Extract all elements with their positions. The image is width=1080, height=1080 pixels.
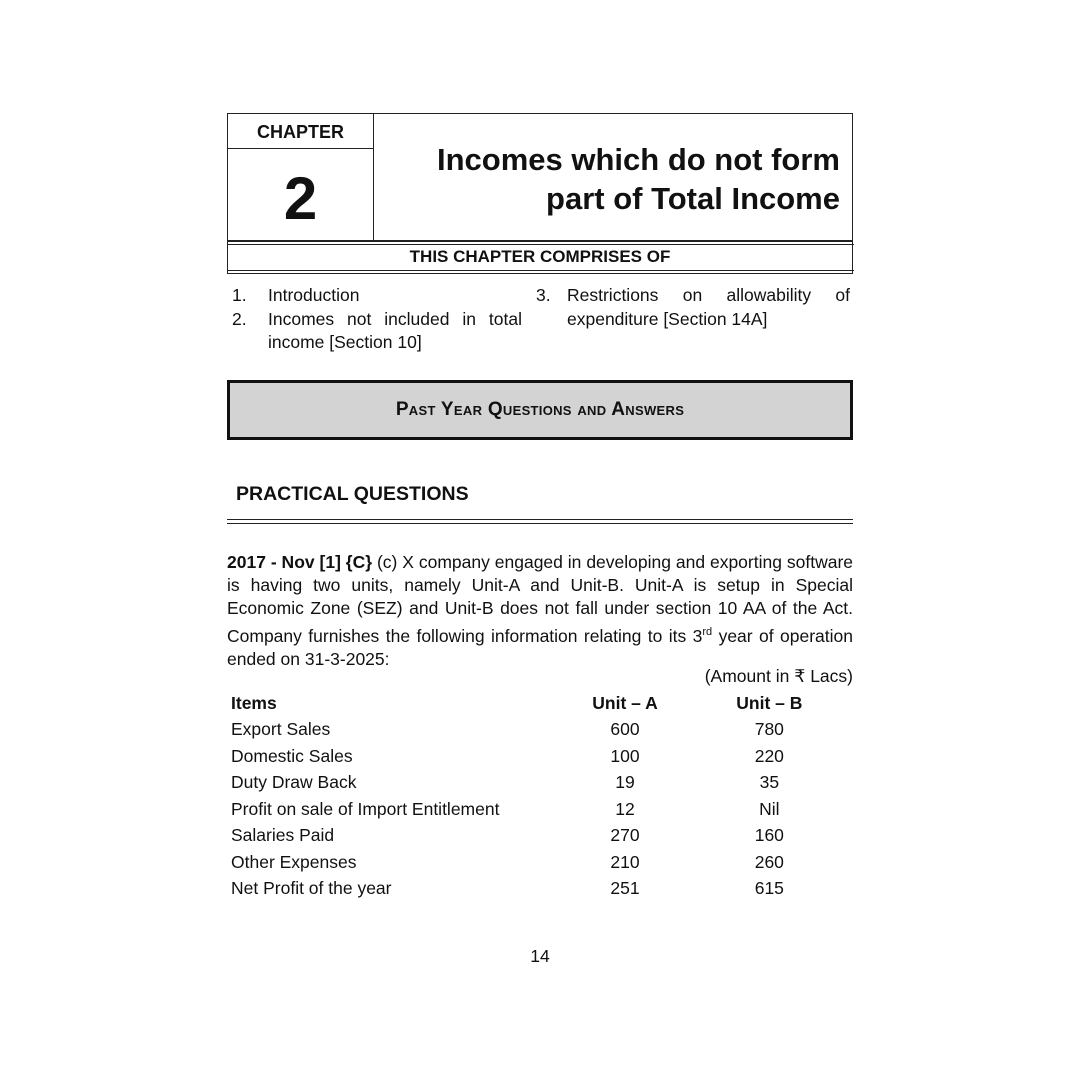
toc-item-number: 1. <box>232 285 247 305</box>
question-superscript: rd <box>702 625 713 638</box>
toc-item <box>536 284 850 331</box>
chapter-title <box>437 140 840 218</box>
table-row <box>227 770 853 797</box>
past-year-questions-banner: Past Year Questions and Answers <box>227 380 853 440</box>
question-paragraph <box>227 551 853 671</box>
table-row <box>227 823 853 850</box>
toc-item-number: 2. <box>232 308 247 329</box>
financial-data-table <box>227 690 853 902</box>
cell-item: Export Sales <box>231 719 331 740</box>
table-row <box>227 717 853 744</box>
chapter-badge <box>228 114 374 240</box>
cell-unit-b: Nil <box>759 798 780 819</box>
cell-item: Net Profit of the year <box>231 878 392 899</box>
column-header-unit-a: Unit – A <box>592 692 658 713</box>
cell-unit-b: 220 <box>754 745 784 766</box>
chapter-title-line-2: part of Total Income <box>546 181 840 216</box>
toc-column-left <box>232 284 522 355</box>
cell-unit-a: 100 <box>610 745 640 766</box>
chapter-label: CHAPTER <box>228 114 373 149</box>
table-header-row <box>227 690 853 717</box>
cell-unit-a: 600 <box>610 719 640 740</box>
cell-item: Profit on sale of Import Entitlement <box>231 798 500 819</box>
cell-unit-a: 19 <box>615 772 635 793</box>
amount-unit-note: (Amount in ₹ Lacs) <box>704 666 853 686</box>
table-row <box>227 849 853 876</box>
practical-questions-heading: PRACTICAL QUESTIONS <box>236 483 469 505</box>
cell-unit-a: 251 <box>610 878 640 899</box>
cell-unit-b: 35 <box>759 772 780 793</box>
chapter-title-line-1: Incomes which do not form <box>436 142 840 177</box>
toc-item-number: 3. <box>536 285 551 305</box>
section-divider <box>227 519 853 524</box>
page-number: 14 <box>530 946 550 966</box>
cell-unit-b: 780 <box>754 719 784 740</box>
toc-item-text: Introduction <box>268 285 360 305</box>
cell-item: Duty Draw Back <box>231 772 357 793</box>
table-row <box>227 796 853 823</box>
cell-unit-b: 260 <box>754 851 784 872</box>
cell-unit-a: 270 <box>610 825 640 846</box>
cell-unit-a: 210 <box>610 851 640 872</box>
cell-item: Domestic Sales <box>231 745 353 766</box>
chapter-number: 2 <box>283 165 318 232</box>
question-text: (c) X company engaged in developing and exporting software is having two units, namely Unit-A and Unit-B. Unit-A is setup in Special Economic Zone (SEZ) and Unit-B does not fall under section 10 AA of the Act. Company furnishes the following information relating to its 3 <box>227 552 853 646</box>
question-text-end: year of operation ended on 31-3-2025: <box>227 625 854 669</box>
question-reference: 2017 - Nov [1] {C} <box>227 552 373 572</box>
column-header-unit-b: Unit – B <box>736 692 803 713</box>
column-header-items: Items <box>231 692 277 713</box>
cell-item: Salaries Paid <box>231 825 335 846</box>
cell-item: Other Expenses <box>231 851 357 872</box>
table-row <box>227 743 853 770</box>
chapter-comprises-heading: THIS CHAPTER COMPRISES OF <box>227 241 853 274</box>
cell-unit-a: 12 <box>615 798 635 819</box>
toc-item-text: Incomes not included in total income [Section 10] <box>268 308 522 352</box>
toc-item <box>232 284 522 308</box>
toc-item <box>232 308 522 355</box>
chapter-header <box>227 113 853 241</box>
cell-unit-b: 615 <box>754 878 784 899</box>
toc-column-right <box>536 284 850 331</box>
table-row <box>227 876 853 903</box>
toc-item-text: Restrictions on allowability of expenditure [Section 14A] <box>567 285 850 329</box>
cell-unit-b: 160 <box>754 825 784 846</box>
